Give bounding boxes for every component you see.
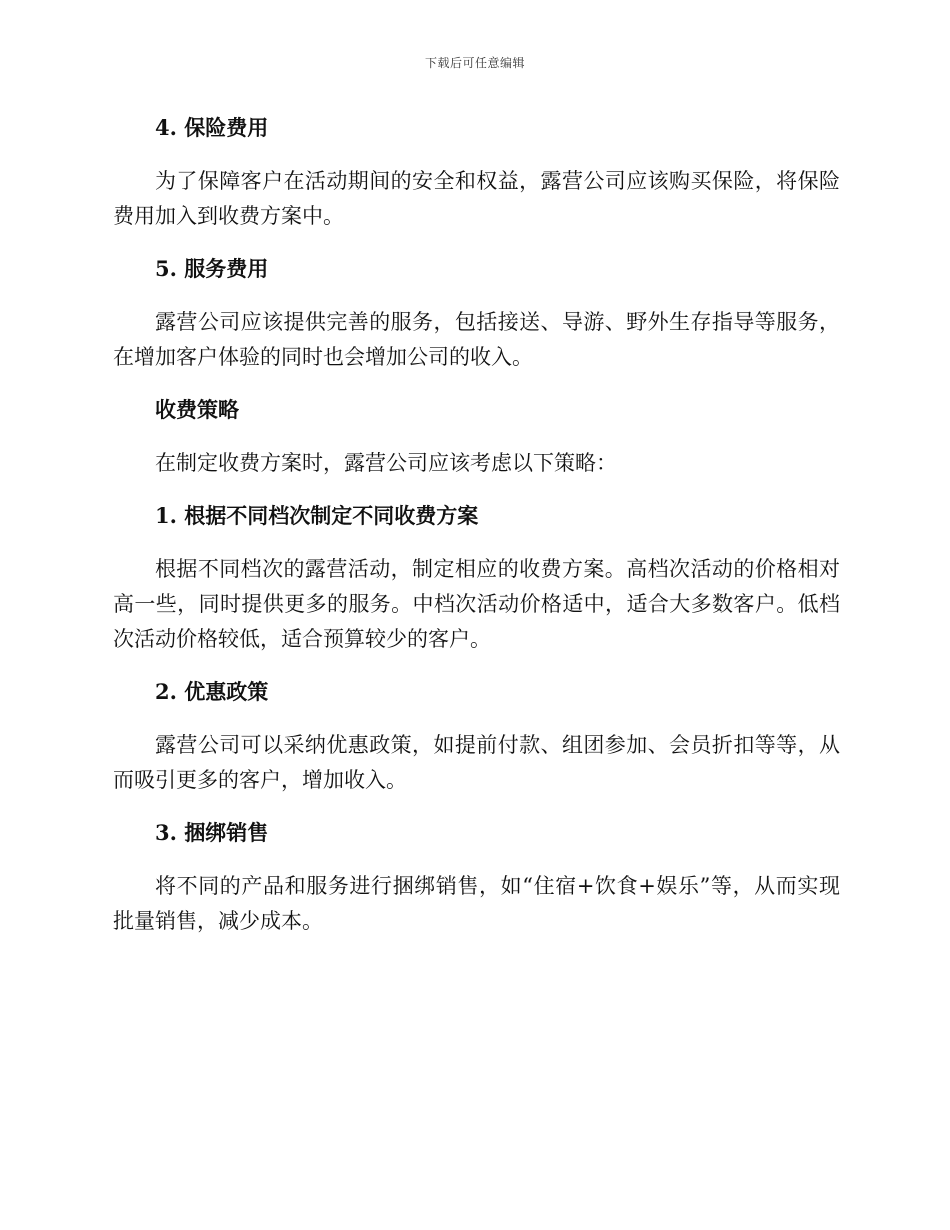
paragraph-discount-policy: 露营公司可以采纳优惠政策，如提前付款、组团参加、会员折扣等等，从而吸引更多的客户，增加收入。 <box>113 733 840 792</box>
paragraph-service-fee: 露营公司应该提供完善的服务，包括接送、导游、野外生存指导等服务，在增加客户体验的同时也会增加公司的收入。 <box>113 310 840 369</box>
paragraph-pricing-strategy-intro: 在制定收费方案时，露营公司应该考虑以下策略： <box>155 451 617 475</box>
section-heading-insurance-fee: 4. 保险费用 <box>155 115 269 140</box>
paragraph-bundle-sales: 将不同的产品和服务进行捆绑销售，如“住宿+饮食+娱乐”等，从而实现批量销售，减少成本。 <box>113 874 840 933</box>
section-heading-discount-policy: 2. 优惠政策 <box>155 679 269 704</box>
page-header: 下载后可任意编辑 <box>424 56 525 70</box>
paragraph-tiered-pricing: 根据不同档次的露营活动，制定相应的收费方案。高档次活动的价格相对高一些，同时提供更多的服务。中档次活动价格适中，适合大多数客户。低档次活动价格较低，适合预算较少的客户。 <box>113 557 840 651</box>
section-heading-pricing-strategy: 收费策略 <box>155 397 239 422</box>
section-heading-bundle-sales: 3. 捆绑销售 <box>155 820 269 845</box>
paragraph-insurance-fee: 为了保障客户在活动期间的安全和权益，露营公司应该购买保险，将保险费用加入到收费方案中。 <box>113 169 840 228</box>
section-heading-service-fee: 5. 服务费用 <box>155 256 269 281</box>
section-heading-tiered-pricing: 1. 根据不同档次制定不同收费方案 <box>155 503 479 528</box>
document-body <box>113 112 840 939</box>
